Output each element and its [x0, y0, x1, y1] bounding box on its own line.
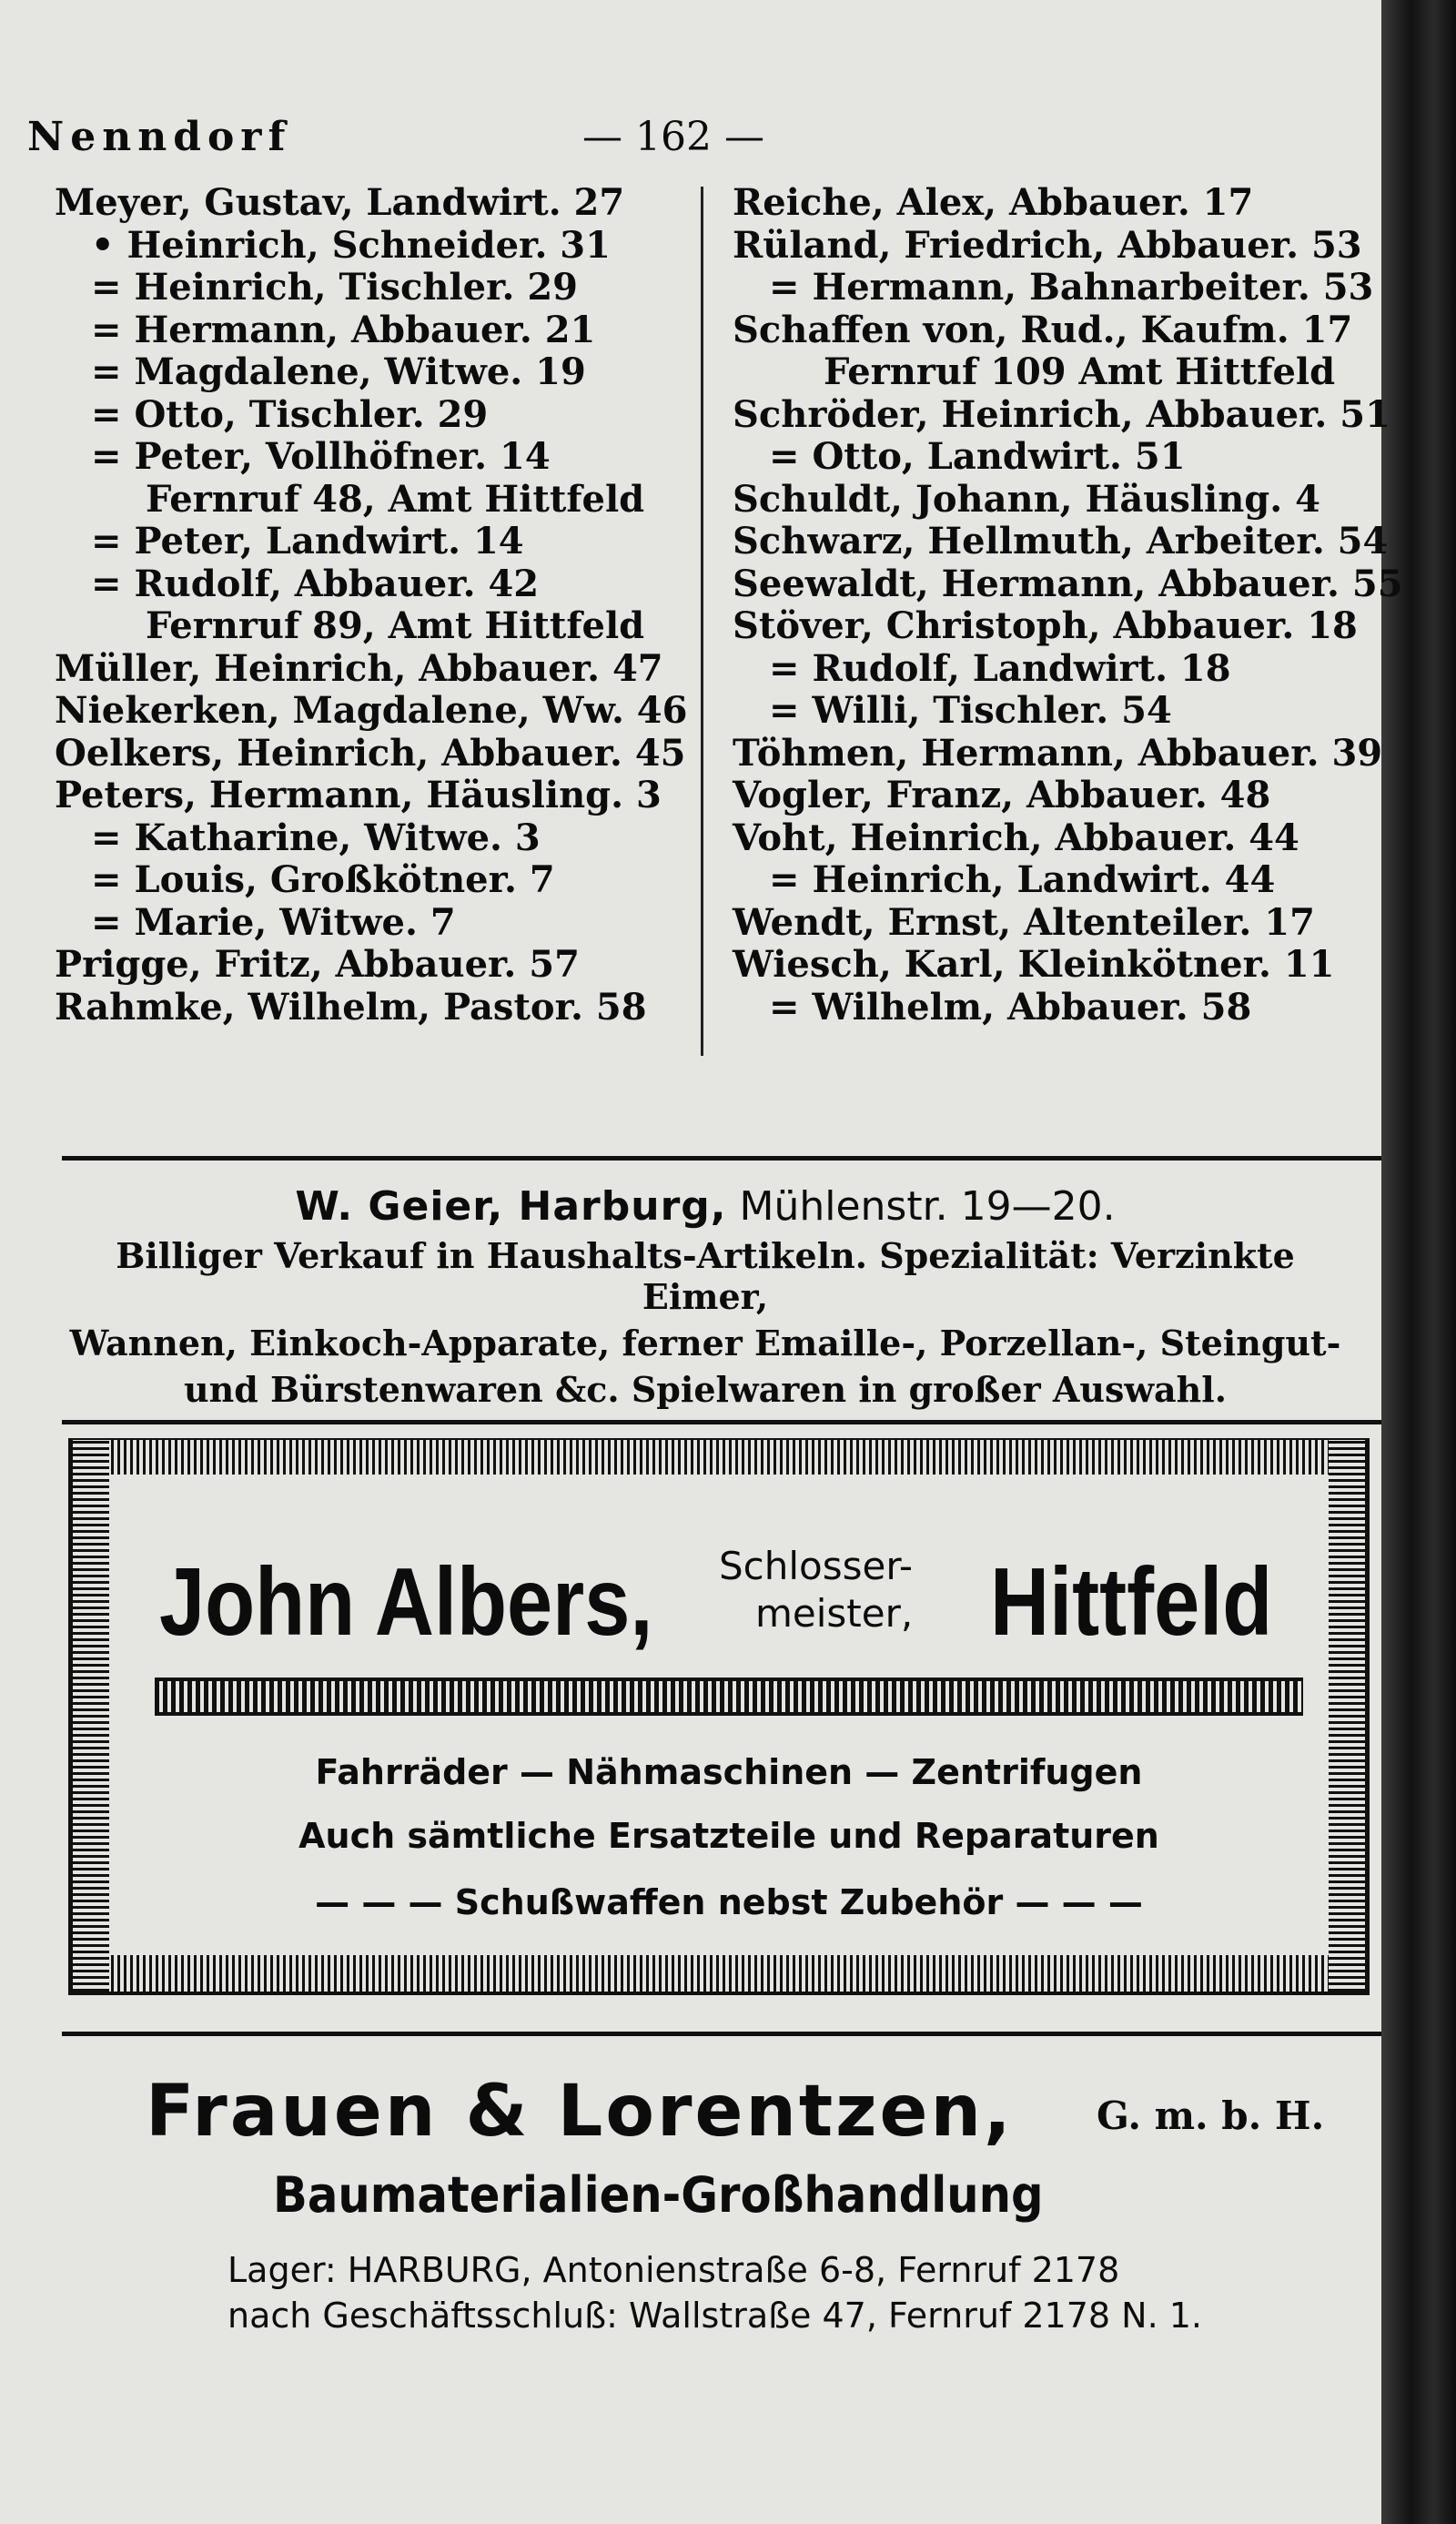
directory-entry: = Rudolf, Abbauer. 42 [91, 562, 540, 605]
directory-entry: Seewaldt, Hermann, Abbauer. 55 [733, 562, 1403, 605]
directory-entry: = Marie, Witwe. 7 [91, 900, 456, 944]
directory-entry: • Heinrich, Schneider. 31 [91, 223, 611, 267]
directory-entry: = Heinrich, Tischler. 29 [91, 266, 578, 309]
directory-entry: Fernruf 48, Amt Hittfeld [146, 477, 645, 521]
directory-entry: Schwarz, Hellmuth, Arbeiter. 54 [733, 520, 1389, 563]
hatch-border [1329, 1440, 1365, 1992]
directory-entry: = Katharine, Witwe. 3 [91, 816, 541, 859]
header-place: Nenndorf [27, 114, 292, 160]
directory-entry: = Peter, Landwirt. 14 [91, 520, 524, 563]
directory-entry: Peters, Hermann, Häusling. 3 [55, 774, 662, 816]
albers-trade-line2: meister, [755, 1591, 914, 1636]
frauen-address1: Lager: HARBURG, Antonienstraße 6-8, Fernruf 2178 [228, 2250, 1120, 2290]
directory-entry: Vogler, Franz, Abbauer. 48 [733, 774, 1271, 816]
albers-trade-line1: Schlosser- [719, 1544, 914, 1588]
directory-entry: Müller, Heinrich, Abbauer. 47 [55, 646, 663, 690]
geier-line4: und Bürstenwaren &c. Spielwaren in großer Auswahl. [184, 1369, 1227, 1410]
directory-entry: = Otto, Landwirt. 51 [769, 435, 1186, 478]
page-number: — 162 — [582, 114, 764, 160]
albers-name: John Albers, [159, 1548, 653, 1656]
directory-entry: = Hermann, Bahnarbeiter. 53 [769, 266, 1374, 309]
directory-entry: = Wilhelm, Abbauer. 58 [769, 985, 1252, 1029]
directory-entry: = Heinrich, Landwirt. 44 [769, 858, 1276, 901]
directory-entry: Schuldt, Johann, Häusling. 4 [733, 477, 1320, 521]
directory-entry: Fernruf 109 Amt Hittfeld [824, 350, 1336, 393]
albers-trade [719, 1543, 913, 1637]
directory-entry: Niekerken, Magdalene, Ww. 46 [55, 689, 688, 732]
directory-entry: = Hermann, Abbauer. 21 [91, 308, 596, 351]
directory-entry: Töhmen, Hermann, Abbauer. 39 [733, 731, 1383, 775]
directory-entry: Fernruf 89, Amt Hittfeld [146, 604, 645, 647]
albers-line3: — — — Schußwaffen nebst Zubehör — — — [315, 1882, 1143, 1922]
directory-entry: = Willi, Tischler. 54 [769, 689, 1172, 732]
decorative-bar [155, 1678, 1303, 1716]
hatch-border [73, 1955, 1365, 1992]
directory-entry: = Peter, Vollhöfner. 14 [91, 435, 551, 478]
directory-entry: Meyer, Gustav, Landwirt. 27 [55, 181, 625, 224]
directory-entry: Voht, Heinrich, Abbauer. 44 [733, 816, 1299, 859]
frauen-business: Baumaterialien-Großhandlung [273, 2166, 1044, 2224]
directory-entry: = Otto, Tischler. 29 [91, 392, 489, 436]
geier-heading [55, 1183, 1356, 1230]
geier-line3: Wannen, Einkoch-Apparate, ferner Emaille-, Porzellan-, Steingut- [69, 1323, 1341, 1363]
albers-line2: Auch sämtliche Ersatzteile und Reparaturen [298, 1816, 1159, 1856]
directory-entry: Rüland, Friedrich, Abbauer. 53 [733, 223, 1362, 267]
directory-entry: Stöver, Christoph, Abbauer. 18 [733, 604, 1358, 647]
left-column [55, 182, 687, 1029]
directory-entry: Wiesch, Karl, Kleinkötner. 11 [733, 943, 1335, 986]
divider-rule [62, 2032, 1381, 2036]
directory-entry: Reiche, Alex, Abbauer. 17 [733, 181, 1254, 224]
hatch-border [73, 1440, 109, 1992]
directory-entry: Rahmke, Wilhelm, Pastor. 58 [55, 985, 647, 1029]
hatch-border [73, 1440, 1365, 1475]
frauen-name: Frauen & Lorentzen, [146, 2071, 1014, 2153]
directory-entry: = Magdalene, Witwe. 19 [91, 350, 586, 393]
column-divider [701, 187, 703, 1056]
directory-entry: = Rudolf, Landwirt. 18 [769, 646, 1231, 690]
divider-rule [62, 1420, 1381, 1424]
directory-entry: Schröder, Heinrich, Abbauer. 51 [733, 392, 1390, 436]
divider-rule [62, 1156, 1381, 1161]
geier-line2: Billiger Verkauf in Haushalts-Artikeln. Spezialität: Verzinkte Eimer, [116, 1235, 1295, 1317]
ad-geier [55, 1183, 1356, 1410]
directory-entry: Schaffen von, Rud., Kaufm. 17 [733, 308, 1353, 351]
albers-line1: Fahrräder — Nähmaschinen — Zentrifugen [315, 1752, 1143, 1792]
directory-entry: Oelkers, Heinrich, Abbauer. 45 [55, 731, 686, 775]
frauen-legal-form: G. m. b. H. [1097, 2093, 1325, 2138]
directory-entry: Prigge, Fritz, Abbauer. 57 [55, 943, 580, 986]
albers-town: Hittfeld [990, 1548, 1273, 1656]
right-column [733, 182, 1403, 1029]
frauen-address2: nach Geschäftsschluß: Wallstraße 47, Fernruf 2178 N. 1. [228, 2296, 1202, 2336]
geier-name: W. Geier, Harburg, [295, 1183, 727, 1230]
geier-address: Mühlenstr. 19—20. [739, 1183, 1116, 1230]
directory-entry: = Louis, Großkötner. 7 [91, 858, 555, 901]
directory-entry: Wendt, Ernst, Altenteiler. 17 [733, 900, 1315, 944]
